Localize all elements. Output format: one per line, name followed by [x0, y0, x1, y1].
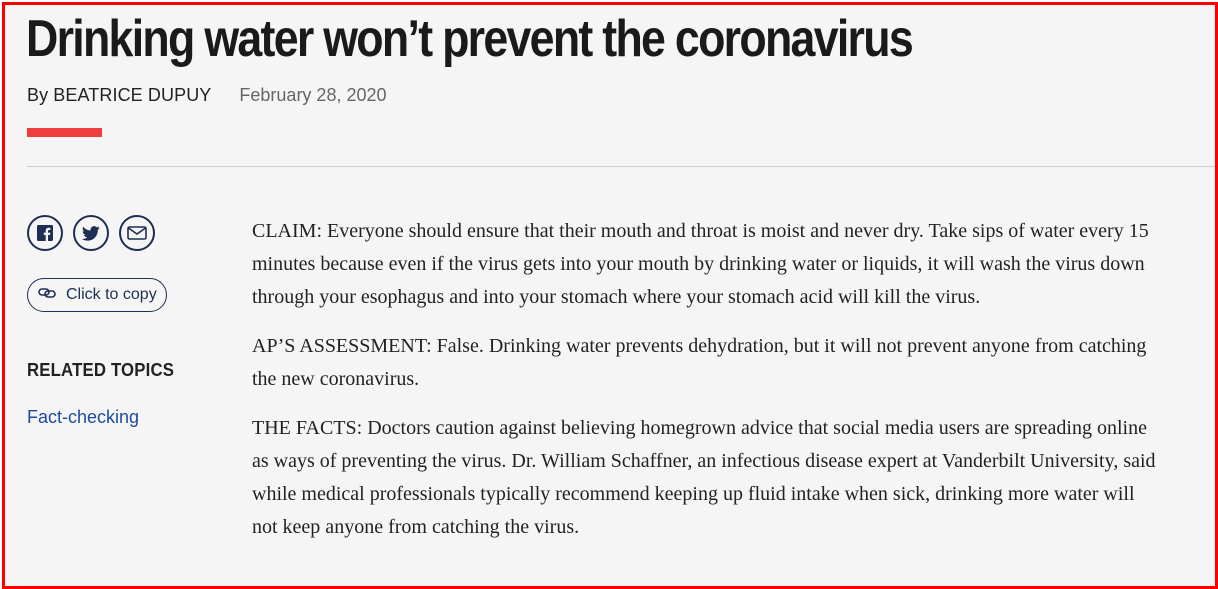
share-buttons — [27, 215, 155, 251]
article-body — [252, 215, 1157, 560]
related-topic-link[interactable]: Fact-checking — [27, 407, 140, 427]
facebook-share-button[interactable] — [27, 215, 63, 251]
headline: Drinking water won’t prevent the coronavirus — [26, 10, 912, 68]
email-share-button[interactable] — [119, 215, 155, 251]
copy-link-label: Click to copy — [66, 286, 157, 303]
email-icon — [127, 226, 147, 240]
twitter-share-button[interactable] — [73, 215, 109, 251]
twitter-icon — [82, 226, 100, 241]
claim-paragraph: CLAIM: Everyone should ensure that their mouth and throat is moist and never dry. Take sips of water every 15 minutes because even if the virus gets into your mouth by drinking water or liquids, it will wash the virus down through your esophagus and into your stomach where your stomach acid will kill the virus. — [252, 220, 1149, 308]
author-name: By BEATRICE DUPUY — [27, 85, 212, 105]
facebook-icon — [37, 225, 53, 241]
divider — [27, 166, 1217, 167]
accent-bar — [27, 128, 102, 137]
publish-date: February 28, 2020 — [239, 85, 387, 105]
facts-paragraph: THE FACTS: Doctors caution against believing homegrown advice that social media users are spreading online as ways of preventing the virus. Dr. William Schaffner, an infectious disease expert at Vanderbilt University, said while medical professionals typically recommend keeping up fluid intake when sick, drinking more water will not keep anyone from catching the virus. — [252, 417, 1156, 538]
assessment-paragraph: AP’S ASSESSMENT: False. Drinking water prevents dehydration, but it will not prevent anyone from catching the new coronavirus. — [252, 335, 1147, 390]
article-frame — [2, 2, 1218, 589]
copy-link-button[interactable] — [27, 278, 167, 312]
related-topics-heading: RELATED TOPICS — [27, 360, 175, 380]
byline — [27, 85, 387, 106]
link-icon — [38, 286, 56, 304]
